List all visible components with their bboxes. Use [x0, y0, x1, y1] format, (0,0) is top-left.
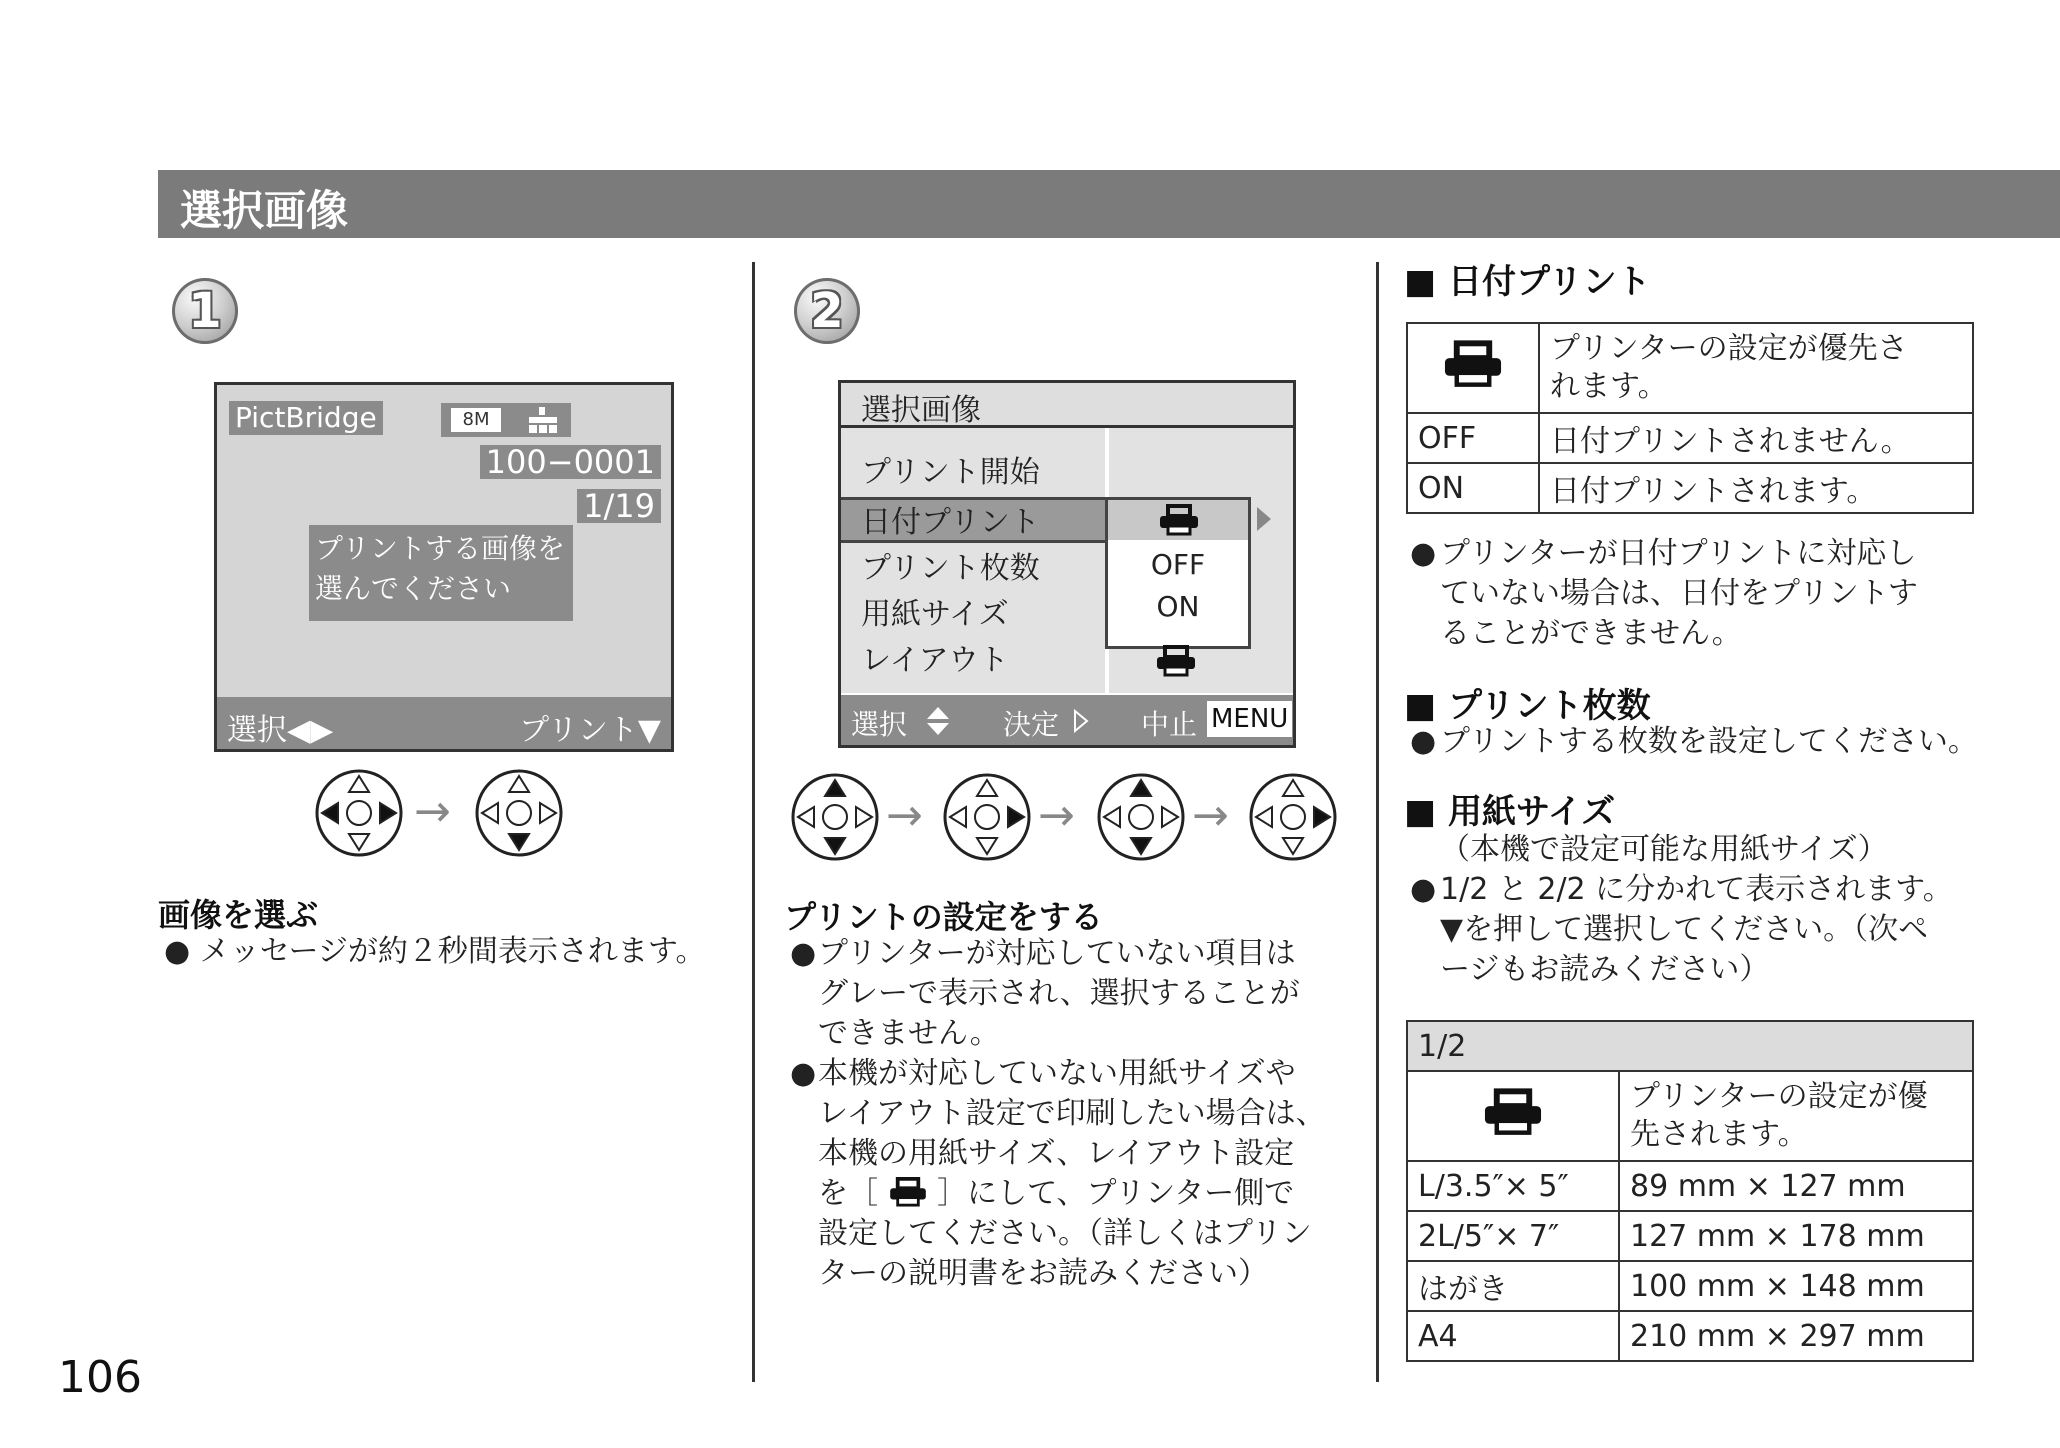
table-cell: ON: [1407, 463, 1539, 513]
table-row: [1407, 1071, 1973, 1161]
text-line: 先されます。: [1630, 1117, 1808, 1152]
menu-key-label: MENU: [1207, 701, 1292, 737]
text-fragment: ］にして、プリンター側で: [937, 1176, 1295, 1211]
screen-footer: [217, 697, 671, 749]
bullet-dot: ●: [790, 936, 817, 971]
dpad-icon: [314, 768, 404, 858]
text-line: ▼を押して選択してください。（次ペ: [1440, 912, 1929, 947]
text-line: レイアウト設定で印刷したい場合は、: [818, 1096, 1326, 1131]
column-divider-2: [1376, 262, 1379, 1382]
step2-title: プリントの設定をする: [784, 898, 1103, 936]
footer-select: 選択: [851, 708, 908, 741]
section-title: 選択画像: [180, 186, 349, 235]
submenu-arrow-icon: [1255, 505, 1273, 533]
footer-cancel: 中止: [1141, 708, 1198, 741]
camera-screen-print-settings: [838, 380, 1296, 748]
table-row: [1407, 323, 1973, 413]
right-triangle-icon: [1073, 709, 1089, 733]
text-line: できません。: [818, 1016, 1000, 1051]
column-divider-1: [752, 262, 755, 1382]
text-line: 本機が対応していない用紙サイズや: [818, 1056, 1296, 1091]
file-number: 100−0001: [480, 445, 661, 479]
message-box: [309, 525, 573, 621]
printer-icon: [1155, 645, 1197, 677]
table-cell: 100 mm × 148 mm: [1619, 1261, 1973, 1311]
text-line: ることができません。: [1440, 616, 1742, 651]
bullet-dot: ●: [790, 1056, 817, 1091]
print-count-bullet: [1410, 722, 1978, 762]
text-fragment: を［: [818, 1176, 878, 1211]
date-print-heading: ■ 日付プリント: [1404, 262, 1651, 302]
table-cell-icon: [1407, 1071, 1619, 1161]
message-line-2: 選んでください: [315, 572, 512, 605]
text-line: 本機の用紙サイズ、レイアウト設定: [818, 1136, 1295, 1171]
printer-icon: [888, 1177, 928, 1207]
printer-icon: [1482, 1088, 1544, 1136]
printer-icon: [1158, 504, 1200, 536]
step1-bullet-text: メッセージが約２秒間表示されます。: [199, 934, 706, 969]
bullet-dot: ●: [1410, 724, 1437, 759]
table-row: [1407, 413, 1973, 463]
menu-item-date-print[interactable]: 日付プリント: [861, 505, 1040, 540]
table-cell: 89 mm × 127 mm: [1619, 1161, 1973, 1211]
table-cell: 2L/5″× 7″: [1407, 1211, 1619, 1261]
text-line: プリントする枚数を設定してください。: [1440, 724, 1978, 759]
pictbridge-tag: PictBridge: [229, 401, 383, 435]
dropdown-selected: [1108, 500, 1248, 540]
text-line: グレーで表示され、選択することが: [818, 976, 1300, 1011]
paper-size-note: （本機で設定可能な用紙サイズ）: [1440, 832, 1888, 867]
table-cell-icon: [1407, 323, 1539, 413]
bullet-dot: ●: [164, 934, 191, 969]
table-row: [1407, 1261, 1973, 1311]
text-line: 1/2 と 2/2 に分かれて表示されます。: [1440, 872, 1953, 907]
camera-screen-select-image: [214, 382, 674, 752]
dpad-icon: [474, 768, 564, 858]
dpad-icon: [1248, 772, 1338, 862]
paper-size-table: [1406, 1020, 1974, 1362]
up-down-arrows-icon: [925, 705, 951, 737]
step-number-badge: 1: [172, 278, 238, 344]
print-count-heading: ■ プリント枚数: [1404, 686, 1651, 726]
text-line: プリンターの設定が優先さ: [1550, 331, 1908, 366]
paper-size-bullet: [1410, 870, 1990, 990]
bullet-dot: ●: [1410, 872, 1437, 907]
option-off[interactable]: OFF: [1150, 548, 1206, 581]
image-count: 1/19: [577, 489, 661, 523]
text-line: プリンターが対応していない項目は: [818, 936, 1296, 971]
date-print-bullet: [1410, 534, 1990, 654]
page-number: 106: [58, 1352, 142, 1403]
text-line: れます。: [1550, 369, 1668, 404]
table-cell: はがき: [1407, 1261, 1619, 1311]
table-cell: 127 mm × 178 mm: [1619, 1211, 1973, 1261]
dpad-icon: [1096, 772, 1186, 862]
step2-bullets: [790, 934, 1360, 1294]
text-line: ージもお読みください）: [1440, 952, 1770, 987]
message-line-1: プリントする画像を: [315, 532, 566, 565]
table-cell: 日付プリントされます。: [1539, 463, 1973, 513]
table-row: [1407, 1311, 1973, 1361]
menu-item-layout[interactable]: レイアウト: [861, 643, 1009, 678]
text-line-with-icon: [818, 1174, 1360, 1214]
right-arrow-icon: →: [886, 790, 923, 841]
text-line: ターの説明書をお読みください）: [818, 1256, 1268, 1291]
table-row: [1407, 463, 1973, 513]
table-cell: 210 mm × 297 mm: [1619, 1311, 1973, 1361]
menu-item-paper-size[interactable]: 用紙サイズ: [861, 597, 1009, 632]
right-arrow-icon: →: [1038, 790, 1075, 841]
step2-bullet-2: [790, 1054, 1360, 1294]
table-cell: [1539, 323, 1973, 413]
quality-icon: [525, 405, 561, 435]
screen-title-bar: [841, 383, 1293, 428]
menu-item-print-count[interactable]: プリント枚数: [861, 551, 1040, 586]
table-cell: L/3.5″× 5″: [1407, 1161, 1619, 1211]
table-cell: OFF: [1407, 413, 1539, 463]
option-on[interactable]: ON: [1156, 590, 1200, 623]
table-row: [1407, 1161, 1973, 1211]
text-line: 設定してください。（詳しくはプリン: [818, 1216, 1312, 1251]
table-row: [1407, 1211, 1973, 1261]
text-line: プリンターが日付プリントに対応し: [1440, 536, 1917, 571]
dpad-icon: [942, 772, 1032, 862]
footer-select: 選択◀▶: [227, 713, 334, 748]
text-line: プリンターの設定が優: [1630, 1079, 1928, 1114]
table-cell: [1619, 1071, 1973, 1161]
text-line: ていない場合は、日付をプリントす: [1440, 576, 1918, 611]
step2-bullet-1: [790, 934, 1360, 1054]
quality-icons: [441, 403, 571, 437]
footer-confirm: 決定: [1003, 708, 1060, 741]
menu-item-print-start[interactable]: プリント開始: [861, 455, 1040, 490]
bullet-dot: ●: [1410, 536, 1437, 571]
footer-print: プリント▼: [519, 713, 661, 748]
step-number-badge: 2: [794, 278, 860, 344]
right-arrow-icon: →: [1192, 790, 1229, 841]
dpad-icon: [790, 772, 880, 862]
table-cell: A4: [1407, 1311, 1619, 1361]
printer-icon: [1442, 340, 1504, 388]
size-badge: 8M: [451, 408, 501, 432]
section-header: [158, 170, 2060, 238]
table-header-cell: 1/2: [1407, 1021, 1973, 1071]
screen-title: 選択画像: [861, 393, 981, 428]
right-arrow-icon: →: [414, 786, 451, 837]
paper-size-heading: ■ 用紙サイズ: [1404, 792, 1616, 832]
step1-title: 画像を選ぶ: [158, 896, 319, 934]
date-print-table: [1406, 322, 1974, 514]
screen-footer: [841, 695, 1293, 745]
date-print-dropdown: [1105, 497, 1251, 649]
table-cell: 日付プリントされません。: [1539, 413, 1973, 463]
step1-bullet: [164, 932, 706, 972]
table-header-row: [1407, 1021, 1973, 1071]
